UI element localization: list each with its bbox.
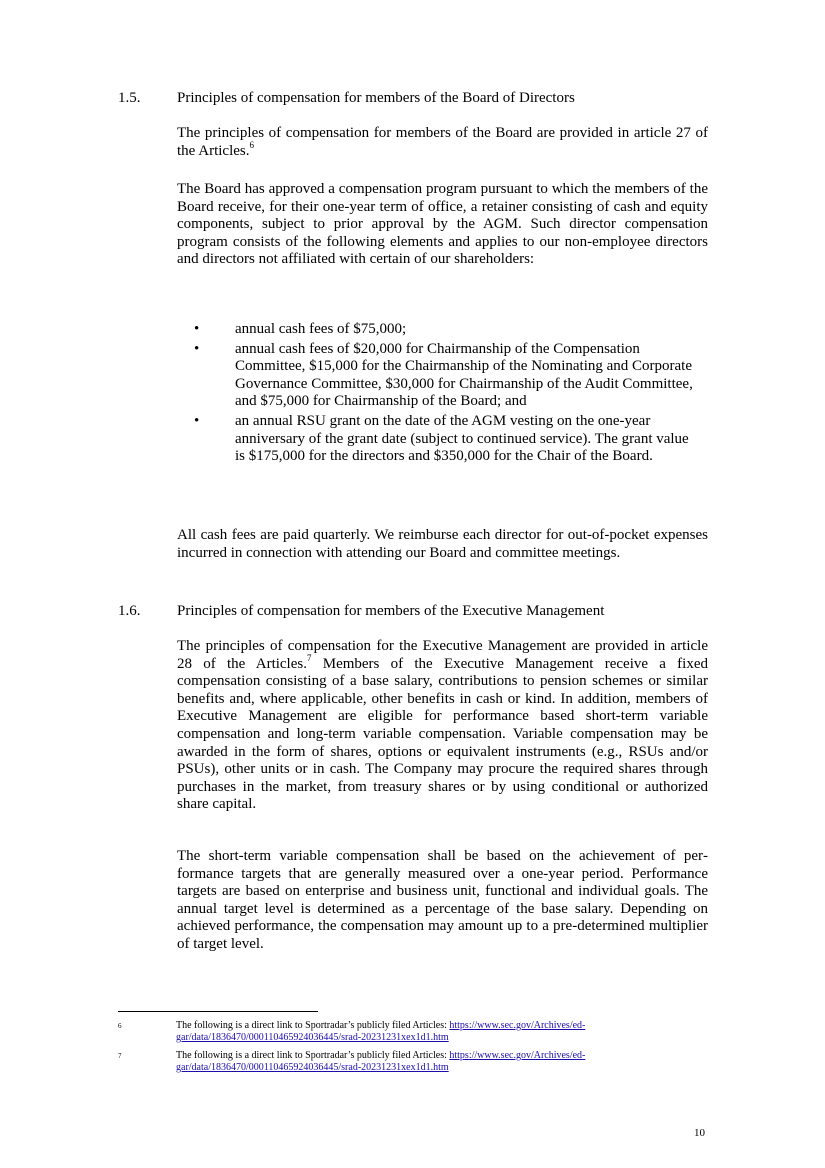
page-number: 10 [694,1127,705,1139]
section-1-5-paragraph-2: The Board has approved a compensation program pursuant to which the members of the Board receive, for their one-year term of office, a retainer consisting of cash and equity components, subject to prior approval by the AGM. Such director compensation program consists of the following elements and applies to our non-employee directors and directors not affiliated with certain of our shareholders: [177,181,708,268]
list-item [194,321,699,339]
section-1-6-number: 1.6. [118,603,141,619]
section-1-5-paragraph-3: All cash fees are paid quarterly. We reimburse each director for out-of-pocket expenses incurred in connection with attending our Board and committee meetings. [177,527,708,561]
footnote-separator [118,1011,318,1012]
list-item-text: annual cash fees of $75,000; [235,321,407,337]
section-1-6-paragraph-1-text-a: The principles of compensation for the Executive Management are provided in article 28 of the Articles. [177,638,708,672]
footnote-text [176,1020,676,1044]
list-item [194,341,699,411]
bullet-icon: • [194,321,200,337]
list-item-text: an annual RSU grant on the date of the AGM vesting on the one-year anniversary of the grant date (subject to continued service). The grant value is $175,000 for the directors and $350,000 for the Chair of the Board. [235,412,689,465]
footnote-ref-6[interactable]: 6 [249,139,254,150]
section-1-5-paragraph-1 [177,125,708,160]
compensation-elements-list [194,321,699,466]
list-item [194,413,699,466]
footnote-text-prefix: The following is a direct link to Sportradar’s publicly filed Articles: [176,1050,450,1061]
bullet-icon: • [194,412,200,429]
section-1-6-paragraph-2: The short-term variable compensation shall be based on the achievement of performance targets that are generally measured over a one-year period. Performance targets are based on enterprise and business unit, functional and individual goals. The annual target level is determined as a percentage of the base salary. Depending on achieved performance, the compensation may amount up to a pre-determined multiplier of target level. [177,848,708,952]
bullet-icon: • [194,340,200,357]
section-1-5-paragraph-1-text: The principles of compensation for members of the Board are provided in article 27 of the Articles. [177,125,708,159]
section-1-6-heading: Principles of compensation for members of the Executive Management [177,603,605,619]
footnote-text-prefix: The following is a direct link to Sportradar’s publicly filed Articles: [176,1020,450,1031]
footnote-number: 7 [118,1052,122,1060]
section-1-5-heading: Principles of compensation for members of the Board of Directors [177,90,575,106]
list-item-text: annual cash fees of $20,000 for Chairmanship of the Compensation Committee, $15,000 for the Chairmanship of the Nominating and Corporate Governance Committee, $30,000 for Chairmanship of the Audit Committee, and $75,000 for Chairmanship of the Board; and [235,340,693,410]
footnote-text [176,1050,676,1074]
section-1-6-paragraph-1 [177,638,708,814]
footnote-number: 6 [118,1022,122,1030]
footnote-link[interactable]: https://www.sec.gov/Archives/edgar/data/1836470/000110465924036445/srad-20231231xex1d1.htm [176,1050,586,1073]
footnote-ref-7[interactable]: 7 [306,652,312,663]
footnote-link[interactable]: https://www.sec.gov/Archives/edgar/data/1836470/000110465924036445/srad-20231231xex1d1.htm [176,1020,586,1043]
section-1-6-paragraph-1-text-b: Members of the Executive Management receive a fixed compensation consisting of a base salary, contributions to pension schemes or similar benefits and, where applicable, other benefits in cash or kind. In addition, members of Executive Management are eligible for performance based short-term variable compensation and long-term variable compensation. Variable compensation may be awarded in the form of shares, options or equivalent instruments (e.g., RSUs and/or PSUs), other units or in cash. The Company may procure the required shares through purchases in the market, from treasury shares or by using conditional or authorized share capital. [177,655,708,813]
section-1-5-number: 1.5. [118,90,141,106]
